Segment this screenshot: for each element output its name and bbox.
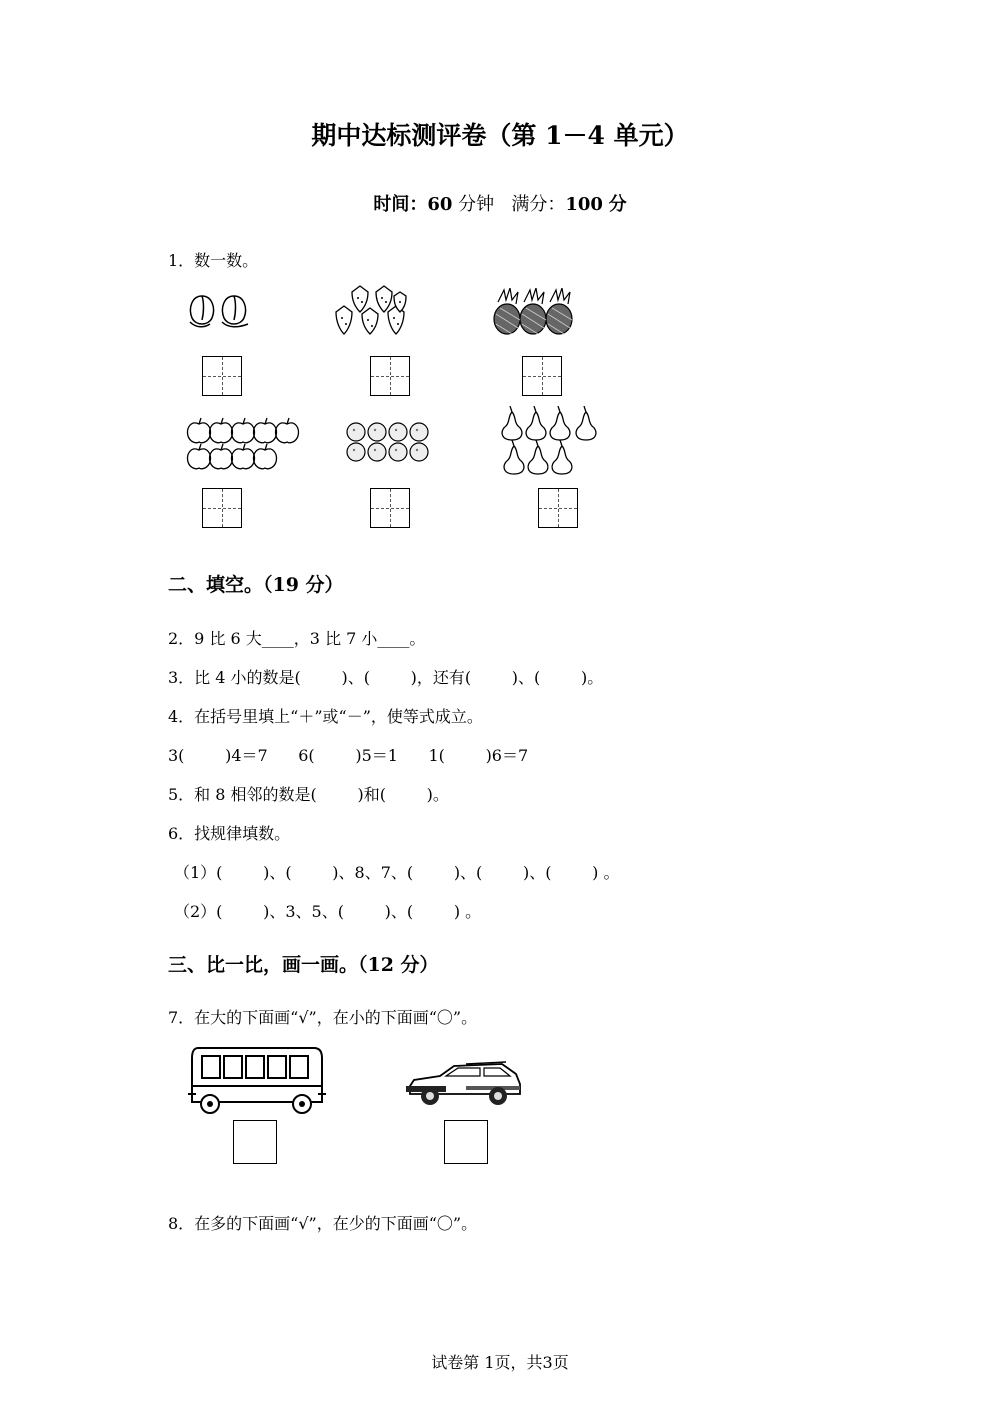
score-label: 满分：	[511, 194, 566, 215]
peaches-picture	[182, 288, 262, 333]
pears-picture	[498, 406, 602, 476]
answer-box-apples[interactable]	[202, 488, 242, 528]
score-unit: 分	[608, 194, 627, 215]
question-4-equations: 3( )4＝7 6( )5＝1 1( )6＝7	[168, 746, 529, 765]
answer-box-strawberries[interactable]	[370, 356, 410, 396]
answer-box-bus[interactable]	[233, 1120, 277, 1164]
question-3: 3．比 4 小的数是( )、( )，还有( )、( )。	[168, 668, 604, 687]
answer-box-car[interactable]	[444, 1120, 488, 1164]
page-footer: 试卷第 1页，共3页	[431, 1353, 569, 1372]
question-4: 4．在括号里填上“＋”或“－”，使等式成立。	[168, 707, 483, 726]
question-7: 7．在大的下面画“√”，在小的下面画“〇”。	[168, 1008, 478, 1027]
answer-box-peaches[interactable]	[202, 356, 242, 396]
question-6-part-1: （1）( )、( )、8、7、( )、( )、( ) 。	[174, 863, 620, 882]
answer-box-pears[interactable]	[538, 488, 578, 528]
score-value: 100	[565, 194, 603, 215]
strawberries-picture	[330, 282, 412, 340]
time-unit: 分钟	[458, 194, 495, 215]
page-title: 期中达标测评卷（第 1－4 单元）	[311, 121, 689, 150]
answer-box-pineapples[interactable]	[522, 356, 562, 396]
question-6-part-2: （2）( )、3、5、( )、( ) 。	[174, 902, 482, 921]
question-8: 8．在多的下面画“√”，在少的下面画“〇”。	[168, 1214, 478, 1233]
question-6: 6．找规律填数。	[168, 824, 291, 843]
time-value: 60	[427, 194, 453, 215]
section-3-heading: 三、比一比，画一画。（12 分）	[168, 954, 439, 976]
pineapples-picture	[490, 288, 576, 336]
oranges-picture	[344, 422, 434, 462]
time-label: 时间：	[373, 194, 428, 215]
bus-picture	[188, 1044, 326, 1116]
question-1: 1．数一数。	[168, 251, 259, 270]
car-picture	[406, 1060, 524, 1108]
answer-box-oranges[interactable]	[370, 488, 410, 528]
exam-info	[0, 190, 1000, 216]
section-2-heading: 二、填空。（19 分）	[168, 574, 344, 596]
question-5: 5．和 8 相邻的数是( )和( )。	[168, 785, 449, 804]
question-2: 2．9 比 6 大____，3 比 7 小____。	[168, 629, 426, 648]
apples-picture	[186, 416, 302, 472]
